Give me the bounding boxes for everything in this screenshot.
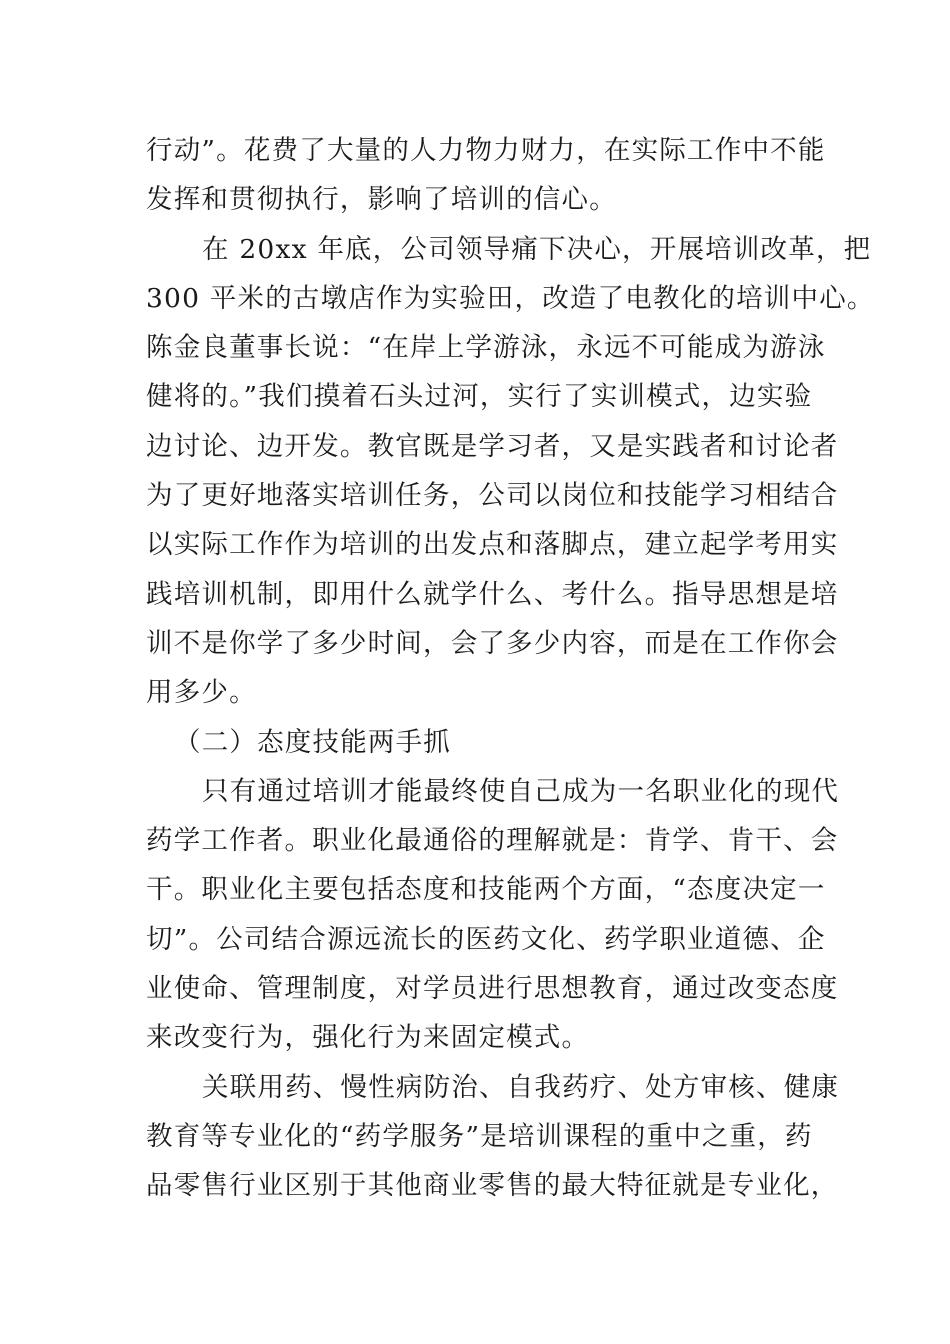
text-line: 300 平米的古墩店作为实验田，改造了电教化的培训中心。 <box>146 282 875 314</box>
text-line: 发挥和贯彻执行，影响了培训的信心。 <box>146 184 617 216</box>
text-line: 边讨论、边开发。教官既是学习者，又是实践者和讨论者 <box>146 430 839 462</box>
text-line: 业使命、管理制度，对学员进行思想教育，通过改变态度 <box>146 973 839 1005</box>
paragraph-start-line: 关联用药、慢性病防治、自我药疗、处方审核、健康 <box>202 1071 840 1103</box>
paragraph-start-line: 只有通过培训才能最终使自己成为一名职业化的现代 <box>202 775 840 807</box>
text-line: 为了更好地落实培训任务，公司以岗位和技能学习相结合 <box>146 480 839 512</box>
paragraph-start-line: 在 20xx 年底，公司领导痛下决心，开展培训改革，把 <box>202 233 872 265</box>
text-line: 陈金良董事长说：“在岸上学游泳，永远不可能成为游泳 <box>146 332 826 364</box>
text-line: 践培训机制，即用什么就学什么、考什么。指导思想是培 <box>146 578 839 610</box>
body-text <box>146 126 875 1211</box>
text-line: 品零售行业区别于其他商业零售的最大特征就是专业化， <box>146 1170 839 1202</box>
text-line: 用多少。 <box>146 677 257 709</box>
text-line: 干。职业化主要包括态度和技能两个方面，“态度决定一 <box>146 874 826 906</box>
text-line: 以实际工作作为培训的出发点和落脚点，建立起学考用实 <box>146 529 839 561</box>
text-line: 药学工作者。职业化最通俗的理解就是：肯学、肯干、会 <box>146 825 839 857</box>
text-line: 切”。公司结合源远流长的医药文化、药学职业道德、企 <box>146 923 826 955</box>
text-line: 训不是你学了多少时间，会了多少内容，而是在工作你会 <box>146 627 839 659</box>
section-heading: （二）态度技能两手抓 <box>174 726 451 758</box>
text-line: 行动”。花费了大量的人力物力财力，在实际工作中不能 <box>146 135 826 166</box>
text-line: 教育等专业化的“药学服务”是培训课程的重中之重，药 <box>146 1120 813 1152</box>
text-line: 来改变行为，强化行为来固定模式。 <box>146 1022 590 1054</box>
text-line: 健将的。”我们摸着石头过河，实行了实训模式，边实验 <box>146 381 813 413</box>
